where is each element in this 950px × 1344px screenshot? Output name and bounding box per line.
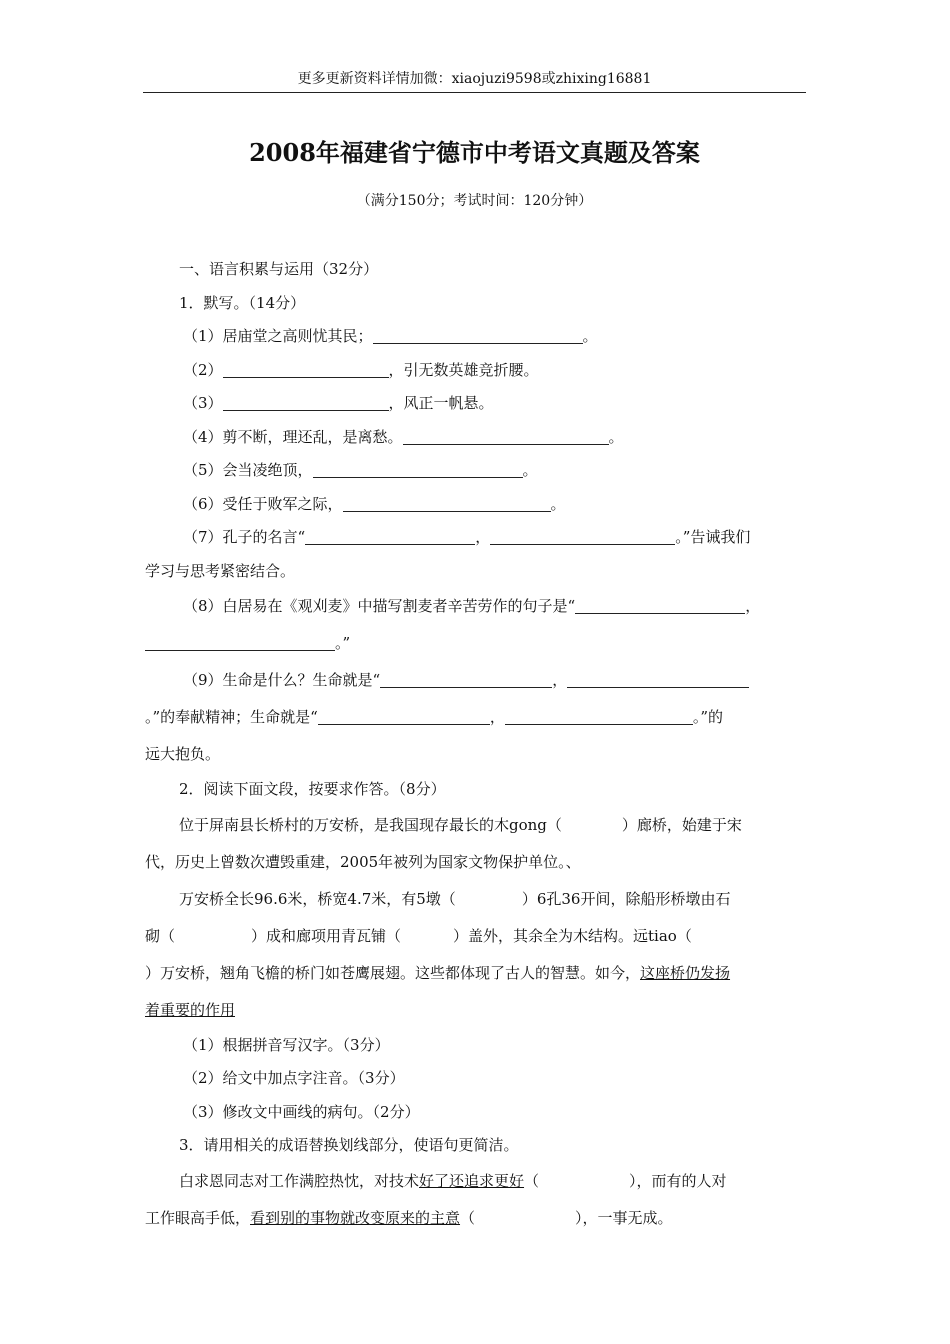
q1-item-9-line3: 远大抱负。	[145, 745, 221, 763]
answer-blank[interactable]	[223, 359, 389, 378]
answer-blank[interactable]	[403, 426, 609, 445]
answer-blank[interactable]	[343, 493, 551, 512]
q2-passage-line: 位于屏南县长桥村的万安桥，是我国现存最长的木gong（ ）廊桥，始建于宋	[179, 815, 742, 834]
answer-blank[interactable]	[373, 325, 583, 344]
answer-blank[interactable]	[505, 706, 693, 725]
underlined-phrase: 看到别的事物就改变原来的主意	[250, 1208, 461, 1227]
question-2-label: 2．阅读下面文段，按要求作答。（8分）	[179, 780, 446, 798]
question-1-label: 1．默写。（14分）	[179, 293, 306, 312]
answer-blank[interactable]	[145, 632, 335, 651]
q2-passage-line: 万安桥全长96.6米，桥宽4.7米，有5墩（ ）6孔36开间，除船形桥墩由石	[179, 889, 731, 908]
answer-blank[interactable]	[575, 595, 745, 614]
exam-info: （满分150分；考试时间：120分钟）	[356, 193, 593, 209]
q1-item-9-line2: 。”的奉献精神；生命就是“ ， 。”的	[145, 708, 724, 726]
section-heading: 一、语言积累与运用（32分）	[179, 260, 379, 278]
underlined-sentence: 这座桥仍发扬	[640, 963, 731, 982]
answer-blank[interactable]	[318, 706, 490, 725]
q2-passage-line	[145, 992, 807, 1029]
answer-blank[interactable]	[305, 526, 475, 545]
answer-blank[interactable]	[490, 526, 675, 545]
q1-item-4: （4）剪不断，理还乱，是离愁。 。	[183, 427, 624, 446]
answer-blank[interactable]	[313, 459, 523, 478]
exam-content	[145, 253, 807, 1237]
underlined-phrase: 好了还追求更好	[419, 1171, 525, 1190]
q1-item-9: （9）生命是什么？生命就是“ ，	[145, 662, 807, 699]
q1-item-8: （8）白居易在《观刈麦》中描写割麦者辛苦劳作的句子是“ ，	[183, 597, 761, 615]
q1-item-5: （5）会当凌绝顶， 。	[183, 461, 538, 479]
answer-blank[interactable]	[380, 669, 552, 688]
q2-passage-line: ）万安桥，翘角飞檐的桥门如苍鹰展翅。这些都体现了古人的智慧。如今，这座桥仍发扬	[145, 963, 731, 982]
page-title: 2008年福建省宁德市中考语文真题及答案	[249, 138, 700, 167]
q1-item-1: （1）居庙堂之高则忧其民； 。	[183, 327, 598, 345]
underlined-sentence: 着重要的作用	[145, 1000, 236, 1019]
answer-blank[interactable]	[567, 669, 749, 688]
q2-subquestion-3: （3）修改文中画线的病句。（2分）	[183, 1102, 420, 1121]
answer-blank[interactable]	[223, 392, 389, 411]
q2-subquestion-2: （2）给文中加点字注音。（3分）	[183, 1069, 405, 1087]
q1-item-8-cont: 。”	[145, 625, 807, 662]
q2-passage-line: 砌（ ）成和廊项用青瓦铺（ ）盖外，其余全为木结构。远tiao（	[145, 926, 692, 945]
q1-item-2: （2） ，引无数英雄竞折腰。	[183, 360, 539, 379]
q3-line-1: 白求恩同志对工作满腔热忱，对技术好了还追求更好（ ），而有的人对	[179, 1171, 727, 1190]
page-header	[143, 68, 806, 93]
q3-line-2: 工作眼高手低，看到别的事物就改变原来的主意（ ），一事无成。	[145, 1208, 673, 1227]
header-text: 更多更新资料详情加微：xiaojuzi9598或zhixing16881	[297, 71, 652, 87]
q1-item-6: （6）受任于败军之际， 。	[183, 494, 566, 513]
q1-item-3: （3） ，风正一帆悬。	[183, 394, 494, 412]
question-3-label: 3．请用相关的成语替换划线部分，使语句更简洁。	[179, 1136, 519, 1154]
q1-item-7: （7）孔子的名言“ ， 。”告诫我们	[183, 528, 751, 546]
q1-item-7-cont: 学习与思考紧密结合。	[145, 561, 296, 580]
q2-subquestion-1: （1）根据拼音写汉字。（3分）	[183, 1035, 390, 1054]
q2-passage-line: 代，历史上曾数次遭毁重建，2005年被列为国家文物保护单位。、	[145, 852, 581, 871]
